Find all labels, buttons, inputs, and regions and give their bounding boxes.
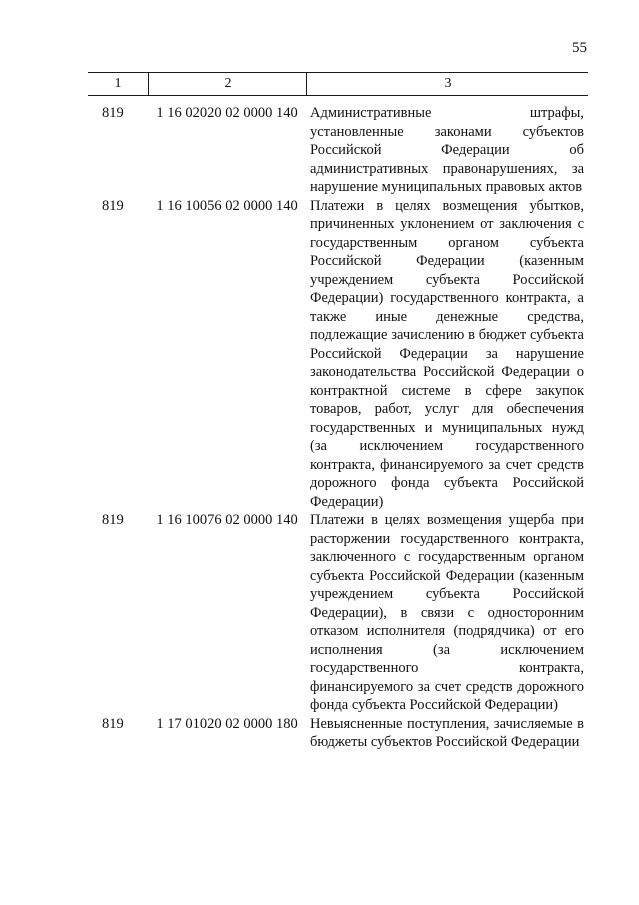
table-row <box>88 511 588 715</box>
admin-code: 819 <box>102 715 124 732</box>
header-column-1: 1 <box>114 76 122 91</box>
classification-code: 1 17 01020 02 0000 180 <box>156 715 298 732</box>
page-number: 55 <box>572 40 587 56</box>
header-column-2: 2 <box>148 73 307 95</box>
revenue-description: Платежи в целях возмещения ущерба при расторжении государственного контракта, заключенного с государственным органом субъекта Российской Федерации (казенным учреждением субъекта Российской Федерации), в связи с односторонним отказом исполнителя (подрядчика) от его исполнения (за исключением государственного контракта, финансируемого за счет средств дорожного фонда субъекта Российской Федерации) <box>310 512 584 713</box>
classification-code: 1 16 02020 02 0000 140 <box>156 105 298 121</box>
revenue-description: Административные штрафы, установленные законами субъектов Российской Федерации об административных правонарушениях, за нарушение муниципальных правовых актов <box>310 105 584 195</box>
table-row <box>88 197 588 512</box>
admin-code: 819 <box>102 105 124 121</box>
table-body <box>88 104 588 752</box>
revenue-description: Платежи в целях возмещения убытков, причиненных уклонением от заключения с государственным органом субъекта Российской Федерации (казенным учреждением субъекта Российской Федерации) государственного контракта, а также иные денежные средства, подлежащие зачислению в бюджет субъекта Российской Федерации за нарушение законодательства Российской Федерации о контрактной системе в сфере закупок товаров, работ, услуг для обеспечения государственных и муниципальных нужд (за исключением государственного контракта, финансируемого за счет средств дорожного фонда субъекта Российской Федерации) <box>310 197 584 510</box>
admin-code: 819 <box>102 512 124 528</box>
table-header <box>88 72 588 96</box>
table-row <box>88 104 588 197</box>
table-row <box>88 715 588 752</box>
revenue-description: Невыясненные поступления, зачисляемые в бюджеты субъектов Российской Федерации <box>310 715 584 750</box>
admin-code: 819 <box>102 197 124 214</box>
classification-code: 1 16 10056 02 0000 140 <box>156 197 298 214</box>
header-column-3: 3 <box>306 73 589 95</box>
classification-code: 1 16 10076 02 0000 140 <box>156 512 298 528</box>
